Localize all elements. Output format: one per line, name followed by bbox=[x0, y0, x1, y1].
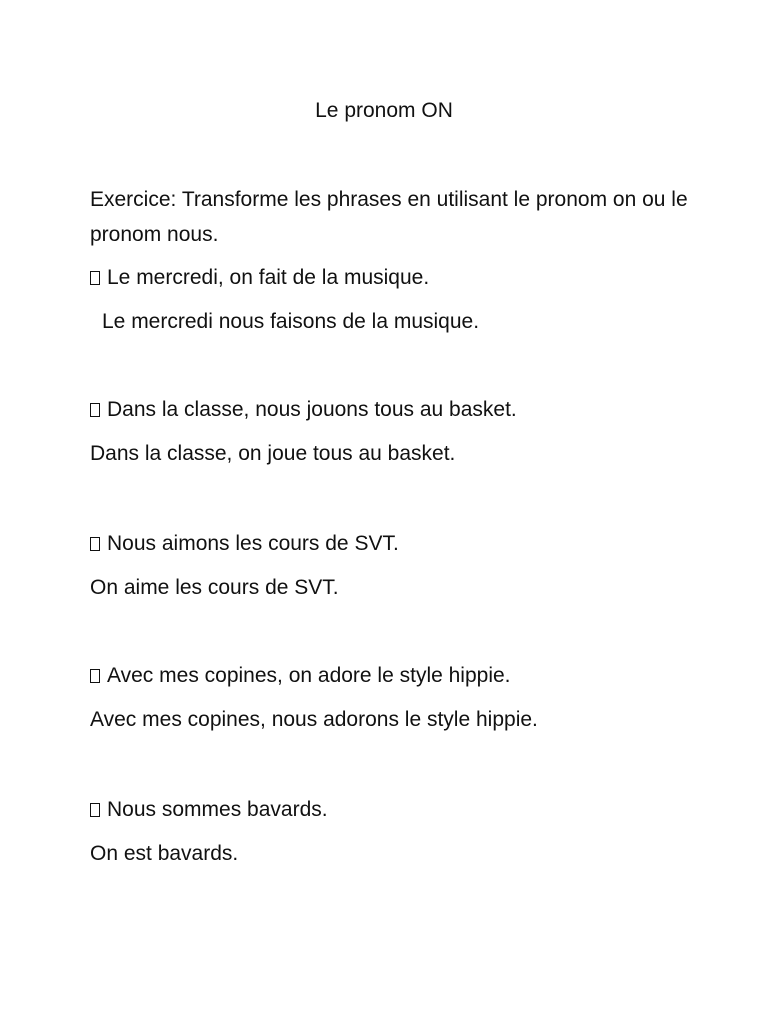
missing-glyph-icon bbox=[90, 403, 100, 417]
exercise-answer-2: Dans la classe, on joue tous au basket. bbox=[90, 442, 456, 465]
exercise-instructions: Exercice: Transforme les phrases en utilisant le pronom on ou le pronom nous. bbox=[90, 188, 688, 246]
exercise-prompt-text: Dans la classe, nous jouons tous au basket. bbox=[107, 398, 517, 421]
exercise-prompt-text: Avec mes copines, on adore le style hippie. bbox=[107, 664, 511, 687]
exercise-prompt-3 bbox=[90, 527, 399, 561]
exercise-answer-1: Le mercredi nous faisons de la musique. bbox=[102, 310, 480, 333]
exercise-prompt-2 bbox=[90, 393, 517, 427]
missing-glyph-icon bbox=[90, 669, 100, 683]
missing-glyph-icon bbox=[90, 803, 100, 817]
exercise-prompt-4 bbox=[90, 659, 511, 693]
exercise-prompt-text: Nous aimons les cours de SVT. bbox=[107, 532, 399, 555]
missing-glyph-icon bbox=[90, 537, 100, 551]
missing-glyph-icon bbox=[90, 271, 100, 285]
exercise-answer-4: Avec mes copines, nous adorons le style hippie. bbox=[90, 708, 538, 731]
exercise-prompt-text: Le mercredi, on fait de la musique. bbox=[107, 266, 430, 289]
exercise-answer-5: On est bavards. bbox=[90, 842, 239, 865]
exercise-prompt-text: Nous sommes bavards. bbox=[107, 798, 328, 821]
exercise-prompt-5 bbox=[90, 793, 328, 827]
page-title: Le pronom ON bbox=[315, 99, 453, 122]
exercise-prompt-1 bbox=[90, 261, 429, 295]
exercise-answer-3: On aime les cours de SVT. bbox=[90, 576, 339, 599]
